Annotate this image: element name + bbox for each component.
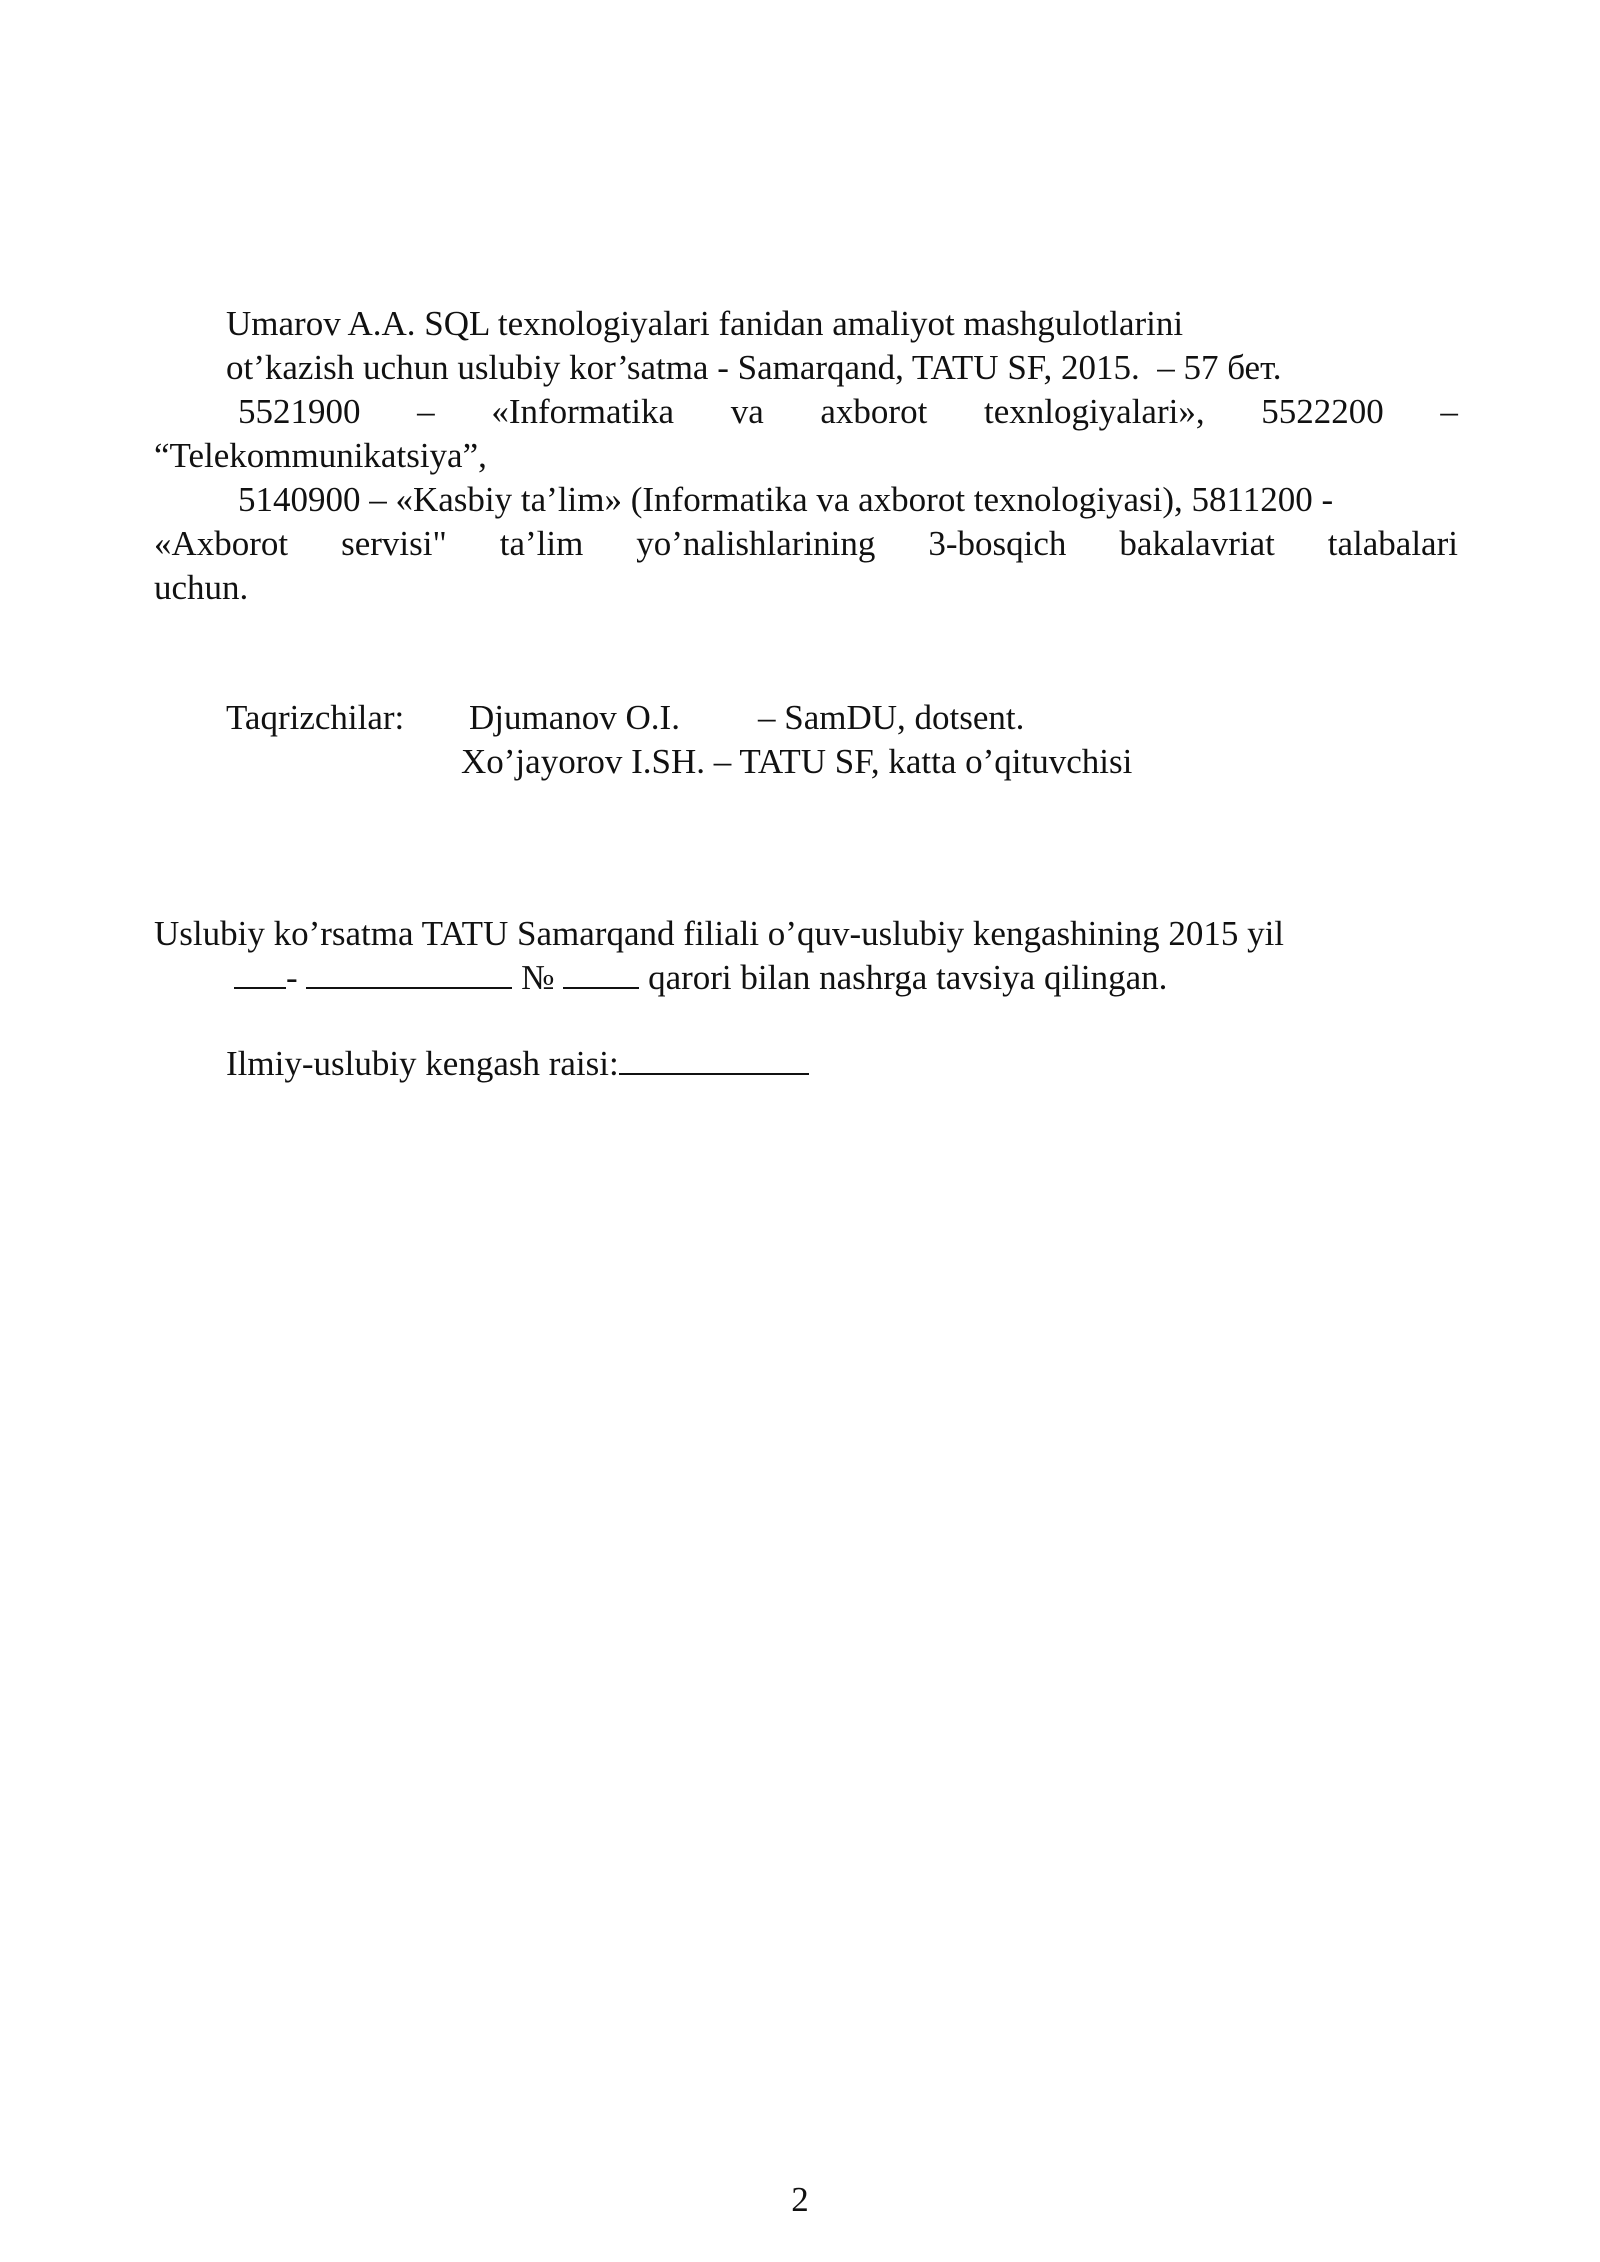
citation-line-3 [238, 390, 1458, 434]
citation-word: ta’lim [499, 524, 584, 563]
citation-line-5: 5140900 – «Kasbiy ta’lim» (Informatika va axborot texnologiyasi), 5811200 - [238, 480, 1334, 519]
citation-line-7: uchun. [154, 568, 249, 607]
citation-line-6 [154, 522, 1458, 566]
citation-word: 5521900 [238, 392, 361, 431]
citation-word: – [417, 392, 435, 431]
reviewer-2: Xo’jayorov I.SH. – TATU SF, katta o’qituvchisi [461, 742, 1133, 781]
chair-signature-blank [619, 1043, 809, 1075]
citation-line-1: Umarov A.A. SQL texnologiyalari fanidan amaliyot mashgulotlarini [226, 304, 1184, 343]
chair-label: Ilmiy-uslubiy kengash raisi: [226, 1044, 619, 1083]
approval-line-2-text: qarori bilan nashrga tavsiya qilingan. [648, 958, 1168, 997]
decision-number-blank [563, 957, 639, 989]
citation-word: texnlogiyalari», [983, 392, 1205, 431]
approval-line-1: Uslubiy ko’rsatma TATU Samarqand filiali o’quv-uslubiy kengashining 2015 yil [154, 914, 1285, 953]
citation-line-2: ot’kazish uchun uslubiy kor’satma - Samarqand, TATU SF, 2015. – 57 бет. [226, 348, 1282, 387]
citation-word: «Axborot [154, 524, 289, 563]
page-number: 2 [791, 2180, 809, 2219]
citation-line-4: “Telekommunikatsiya”, [154, 436, 487, 475]
citation-word: talabalari [1327, 524, 1458, 563]
reviewer-1-name: Djumanov O.I. [469, 698, 680, 737]
citation-word: yo’nalishlarining [636, 524, 876, 563]
citation-word: axborot [820, 392, 928, 431]
reviewer-1-affiliation: – SamDU, dotsent. [758, 698, 1025, 737]
citation-word: 5522200 [1261, 392, 1384, 431]
citation-word: servisi" [341, 524, 447, 563]
month-blank [306, 957, 512, 989]
citation-word: «Informatika [491, 392, 675, 431]
citation-word: 3-bosqich [928, 524, 1067, 563]
day-blank [234, 957, 286, 989]
number-sign: № [521, 958, 555, 997]
reviewers-label: Taqrizchilar: [226, 698, 405, 737]
approval-dash: - [286, 958, 298, 997]
citation-word: va [730, 392, 764, 431]
citation-word: – [1440, 392, 1458, 431]
chair-line [226, 1042, 809, 1086]
approval-line-2 [234, 956, 1167, 1000]
citation-word: bakalavriat [1119, 524, 1275, 563]
